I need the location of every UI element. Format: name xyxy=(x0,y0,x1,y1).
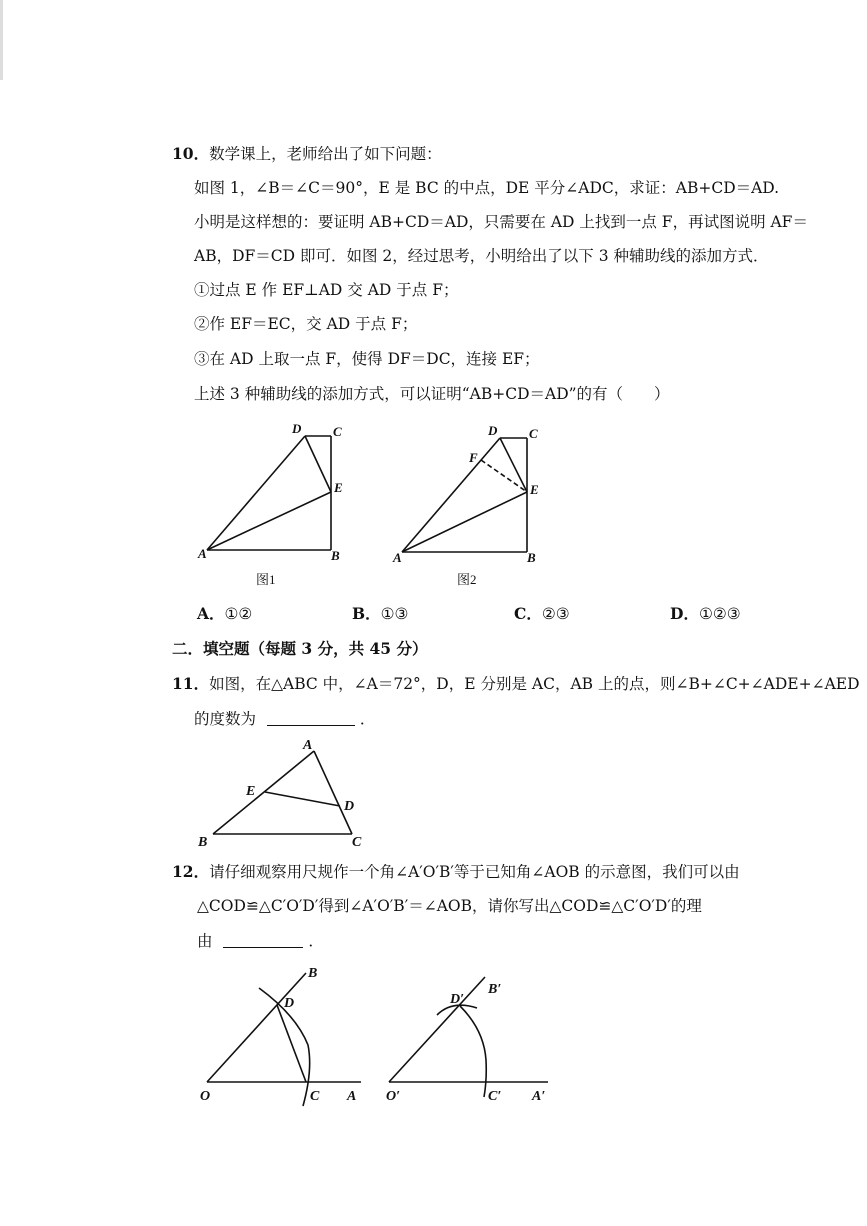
fig1-label-B: B xyxy=(331,548,340,563)
q12-right-figure xyxy=(389,977,548,1097)
q10-line3: AB，DF＝CD 即可．如图 2，经过思考，小明给出了以下 3 种辅助线的添加方式． xyxy=(194,247,769,265)
choice-d-text: ①②③ xyxy=(698,605,741,623)
fig2-label-E: E xyxy=(530,482,539,497)
q11-label-A: A xyxy=(303,738,313,753)
q11-label-E: E xyxy=(246,784,256,799)
fig2-caption: 图2 xyxy=(457,572,477,587)
choice-a-text: ①② xyxy=(224,605,253,623)
q11-end: ． xyxy=(359,710,376,728)
q10-intro: 数学课上，老师给出了如下问题： xyxy=(209,145,442,163)
fig2-label-D: D xyxy=(488,423,498,438)
q12-number: 12． xyxy=(172,862,210,881)
q10-line1: 如图 1，∠B＝∠C＝90°，E 是 BC 的中点，DE 平分∠ADC，求证：AB+CD＝AD. xyxy=(194,179,780,197)
q10-line2: 小明是这样想的：要证明 AB+CD＝AD，只需要在 AD 上找到一点 F，再试图说明 AF＝ xyxy=(194,213,808,231)
right-label-D: D′ xyxy=(450,992,465,1007)
left-label-O: O xyxy=(200,1089,211,1104)
q11-label-C: C xyxy=(352,835,362,850)
q10-number: 10． xyxy=(172,144,210,163)
q10-option1: ①过点 E 作 EF⊥AD 交 AD 于点 F； xyxy=(194,281,459,299)
fig1-label-C: C xyxy=(333,424,342,439)
right-label-B: B′ xyxy=(488,982,502,997)
q12-line3: 由 xyxy=(197,932,213,950)
fig2-label-B: B xyxy=(527,550,536,565)
choice-d-letter: D． xyxy=(670,604,699,623)
left-segment-DC xyxy=(277,1005,306,1082)
left-label-B: B xyxy=(308,966,318,981)
q11-label-D: D xyxy=(344,799,355,814)
fig1-caption: 图1 xyxy=(256,572,276,587)
right-label-O: O′ xyxy=(386,1089,401,1104)
q11-label-B: B xyxy=(198,835,208,850)
q12-left-figure xyxy=(207,973,361,1106)
q10-option3: ③在 AD 上取一点 F，使得 DF＝DC，连接 EF； xyxy=(194,350,540,368)
fig2-label-C: C xyxy=(529,426,538,441)
left-label-D: D xyxy=(284,996,295,1011)
choice-b-letter: B． xyxy=(352,604,381,623)
q12-line1: 请仔细观察用尺规作一个角∠A′O′B′等于已知角∠AOB 的示意图，我们可以由 xyxy=(209,863,740,881)
q11-line1: 如图，在△ABC 中，∠A＝72°，D，E 分别是 AC，AB 上的点，则∠B+∠C+∠ADE+∠AED xyxy=(209,675,860,693)
fig2-label-F: F xyxy=(469,450,478,465)
left-label-C: C xyxy=(310,1089,320,1104)
fig1-label-A: A xyxy=(198,546,207,561)
right-label-C: C′ xyxy=(488,1089,502,1104)
right-label-A: A′ xyxy=(532,1089,546,1104)
left-label-A: A xyxy=(347,1089,357,1104)
q12-line2: △COD≌△C′O′D′得到∠A′O′B′＝∠AOB，请你写出△COD≌△C′O′D′的理 xyxy=(197,897,702,915)
q11-line2: 的度数为 xyxy=(194,710,257,728)
right-ray-OB xyxy=(389,977,485,1082)
q10-question: 上述 3 种辅助线的添加方式，可以证明“AB+CD＝AD”的有（ ） xyxy=(194,385,670,403)
fig2-label-A: A xyxy=(393,550,402,565)
choice-b-text: ①③ xyxy=(380,605,409,623)
choice-a-letter: A． xyxy=(197,604,225,623)
choice-c-letter: C． xyxy=(514,604,542,623)
choice-c-text: ②③ xyxy=(541,605,570,623)
right-arc xyxy=(460,1006,486,1097)
left-ray-OB xyxy=(207,973,306,1082)
fig1-label-E: E xyxy=(334,480,343,495)
q10-option2: ②作 EF＝EC，交 AD 于点 F； xyxy=(194,315,418,333)
section2-title: 二．填空题（每题 3 分，共 45 分） xyxy=(172,639,428,658)
fig1-label-D: D xyxy=(292,421,302,436)
q12-end: ． xyxy=(308,932,324,950)
q11-number: 11． xyxy=(172,674,210,693)
